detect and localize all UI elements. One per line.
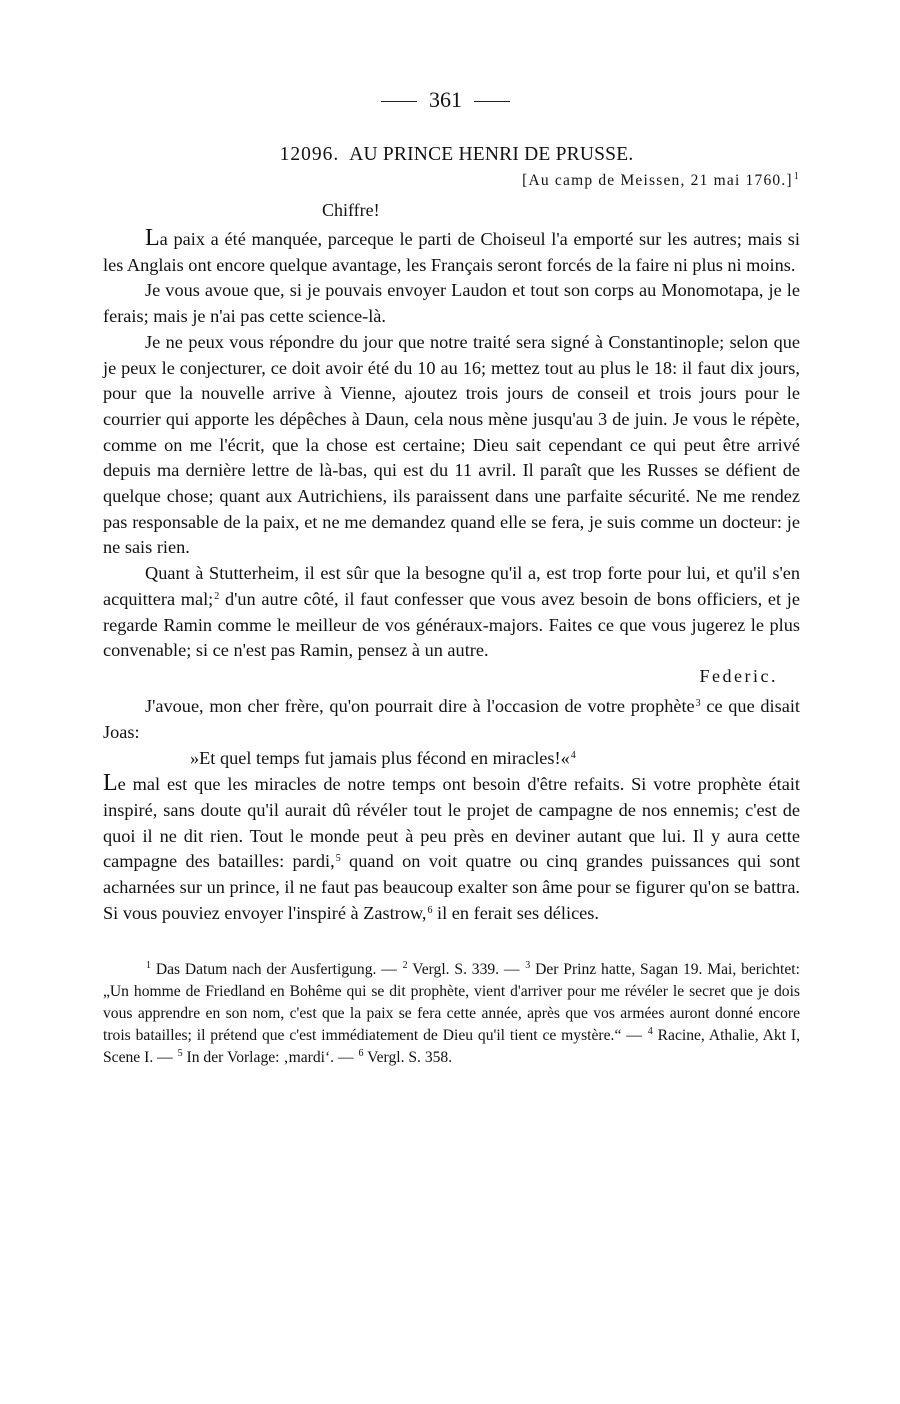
footnote-text: Vergl. S. 339. —	[412, 960, 520, 978]
book-page	[103, 86, 800, 1070]
page-number: 361	[429, 87, 462, 112]
quoted-verse	[103, 745, 800, 771]
footnote-text: Racine, Athalie, Akt I, Scene I. —	[103, 1027, 801, 1067]
footnote-mark: 4	[647, 1026, 653, 1038]
footnote-ref-6: 6	[427, 904, 433, 916]
footnote-mark: 2	[402, 959, 408, 971]
footnotes	[103, 959, 800, 1070]
paragraph: La paix a été manquée, parceque le parti de Choiseul l'a emporté sur les autres; mais si les Anglais ont encore quelque avantage, les Français seront forcés de la faire ni plus ni moins.	[103, 225, 800, 275]
footnotes-block	[103, 959, 800, 1070]
footnote-text: Das Datum nach der Ausfertigung. —	[155, 960, 397, 978]
footnote-text: Vergl. S. 358.	[367, 1049, 453, 1067]
paragraph-text: J'avoue, mon cher frère, qu'on pourrait dire à l'occasion de votre prophète	[145, 695, 695, 716]
paragraph-text: il en ferait ses délices.	[432, 902, 599, 923]
footnote-ref-3: 3	[695, 697, 701, 709]
paragraph-text: quand on voit quatre ou cinq grandes puissances qui sont acharnées sur un prince, il ne faut pas beaucoup exalter son âme pour se figurer qu'on se battra. Si vous pouviez envoyer l'inspiré à Zastrow,	[103, 851, 801, 923]
letter-number: 12096.	[279, 144, 340, 165]
footnote-text: In der Vorlage: ‚mardi‘. —	[186, 1049, 354, 1067]
postscript-body	[103, 771, 800, 926]
header-rule-right	[474, 101, 510, 102]
verse-text: »Et quel temps fut jamais plus fécond en miracles!«	[190, 748, 570, 769]
footnote-ref-4: 4	[570, 750, 576, 762]
postscript-intro	[103, 694, 800, 745]
footnote-mark: 1	[146, 959, 151, 971]
signature: Federic.	[699, 665, 778, 686]
footnote-mark: 3	[525, 959, 531, 971]
dateline-text: [Au camp de Meissen, 21 mai 1760.]	[522, 172, 793, 189]
cipher-note: Chiffre!	[322, 200, 380, 220]
letter-heading	[113, 142, 800, 168]
footnote-ref-1: 1	[793, 171, 800, 182]
letter-body	[103, 226, 800, 927]
page-header	[91, 86, 800, 114]
footnote-text: Der Prinz hatte, Sagan 19. Mai, berichtet: „Un homme de Friedland en Bohême qui se dit prophète, vient d'arriver pour me révéler le secret que je dois vous apprendre en son nom, c'est que la paix se fera cette année, après que vos armées auront donné encore trois batailles; il prétend que c'est immédiatement de Dieu qu'il tient ce mystère.“ —	[103, 960, 800, 1045]
letter-dateline	[103, 170, 800, 192]
paragraph	[103, 561, 800, 664]
paragraph-text: d'un autre côté, il faut confesser que vous avez besoin de bons officiers, et je regarde Ramin comme le meilleur de vos généraux-majors. Faites ce que vous jugerez le plus convenable; si ce n'est pas Ramin, pensez à un autre.	[103, 588, 800, 661]
paragraph: Je vous avoue que, si je pouvais envoyer Laudon et tout son corps au Monomotapa, je le ferais; mais je n'ai pas cette science-là.	[103, 280, 800, 327]
footnote-mark: 5	[177, 1048, 183, 1060]
paragraph-text: ce que disait Joas:	[103, 695, 800, 742]
paragraph-text: Le mal est que les miracles de notre temps ont besoin d'être refaits. Si votre prophète était inspiré, sans doute qu'il aurait dû révéler tout le projet de campagne de nos ennemis; c'est de quoi il ne dit rien. Tout le monde peut à peu près en deviner autant que lui. Il y aura cette campagne des batailles: pardi,	[103, 770, 800, 872]
paragraph-text: Quant à Stutterheim, il est sûr que la besogne qu'il a, est trop forte pour lui, et qu'il s'en acquittera mal;	[103, 563, 800, 609]
footnote-ref-5: 5	[335, 853, 341, 865]
paragraph: Je ne peux vous répondre du jour que notre traité sera signé à Constantinople; selon que je peux le conjecturer, ce doit avoir été du 10 au 16; mettez tout au plus le 18: il faut dix jours, pour que la nouvelle arrive à Vienne, ajoutez trois jours de conseil et trois jours pour le courrier qui apporte les dépêches à Daun, cela nous mène jusqu'au 3 de juin. Je vous le répète, comme on me l'écrit, que la chose est certaine; Dieu sait cependant ce qui peut être arrivé depuis ma dernière lettre de là-bas, qui est du 11 avril. Il paraît que les Russes se défient de quelque chose; quant aux Autrichiens, ils paraissent dans une parfaite sécurité. Ne me rendez pas responsable de la paix, et ne me demandez quand elle se fera, je suis comme un docteur: je ne sais rien.	[103, 331, 800, 558]
header-rule-left	[381, 101, 417, 102]
footnote-mark: 6	[358, 1048, 364, 1060]
letter-recipient: AU PRINCE HENRI DE PRUSSE.	[349, 144, 634, 165]
footnote-ref-2: 2	[214, 590, 220, 602]
